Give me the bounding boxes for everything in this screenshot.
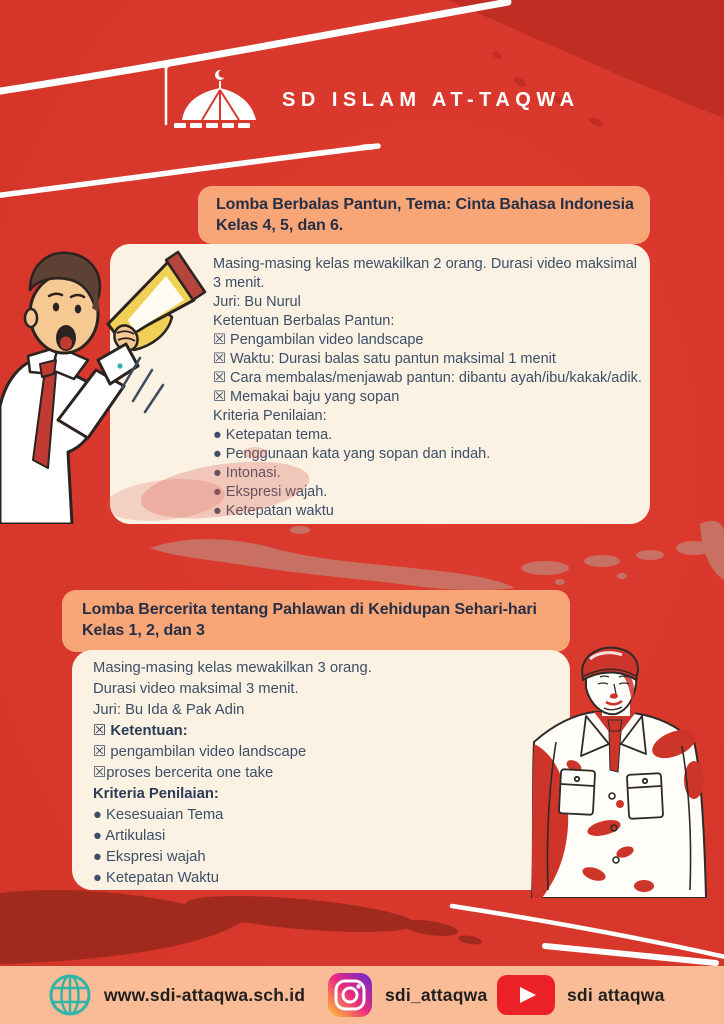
detail-line: Kriteria Penilaian: [213,408,327,424]
card2-title-line2: Kelas 1, 2, dan 3 [82,622,205,639]
detail-line: ☒ Cara membalas/menjawab pantun: dibantu ayah/ibu/kakak/adik. [213,370,642,386]
hero-soldier-illustration [524,646,714,898]
globe-icon [48,973,92,1017]
footer-youtube [497,966,665,1024]
detail-line: ● Intonasi. [213,465,281,481]
card1-title-banner [198,186,650,244]
man-head [25,253,100,353]
card2-title-line1: Lomba Bercerita tentang Pahlawan di Kehidupan Sehari-hari [82,601,537,618]
card2-title-banner [62,590,570,652]
detail-line: Masing-masing kelas mewakilkan 3 orang. [93,660,372,676]
youtube-handle: sdi attaqwa [567,984,665,1005]
detail-line: ☒ Memakai baju yang sopan [213,389,400,405]
brush-streaks-bottom-right [452,906,724,963]
detail-line: ☒ Pengambilan video landscape [213,332,424,348]
detail-line: ● Ketepatan Waktu [93,870,220,886]
detail-line: ● Artikulasi [93,828,166,844]
footer-website [48,966,305,1024]
detail-line: ☒ Waktu: Durasi balas satu pantun maksimal 1 menit [213,351,556,367]
man-with-megaphone-illustration [0,238,330,524]
card2-details [72,650,570,890]
contact-footer [0,966,724,1024]
detail-line: ☒ Ketentuan: [93,723,188,739]
card1-title-line1: Lomba Berbalas Pantun, Tema: Cinta Bahasa Indonesia [216,196,634,213]
mosque-icon [146,62,264,132]
detail-line: ● Ekspresi wajah [93,849,206,865]
card1-intro-paragraph: Masing-masing kelas mewakilkan 2 orang. Durasi video maksimal 3 menit. [213,256,637,291]
detail-line: ● Penggunaan kata yang sopan dan indah. [213,446,491,462]
detail-line: ☒proses bercerita one take [93,765,274,781]
detail-line: ● Ekspresi wajah. [213,484,328,500]
brush-splash-bottom-left [0,889,483,964]
indonesia-map-silhouette [150,521,724,590]
detail-line: ● Kesesuaian Tema [93,807,224,823]
detail-line: Durasi video maksimal 3 menit. [93,681,299,697]
detail-line: ● Ketepatan waktu [213,503,334,519]
detail-line: Ketentuan Berbalas Pantun: [213,313,395,329]
detail-line: Juri: Bu Ida & Pak Adin [93,702,245,718]
youtube-icon [497,975,555,1015]
card1-title-line2: Kelas 4, 5, dan 6. [216,217,344,234]
detail-line: Juri: Bu Nurul [213,294,301,310]
detail-line: ● Ketepatan tema. [213,427,333,443]
website-url: www.sdi-attaqwa.sch.id [104,984,306,1005]
detail-line: Kriteria Penilaian: [93,786,219,802]
school-name: SD ISLAM AT-TAQWA [282,89,580,111]
card2-line-list [93,658,562,889]
footer-instagram [327,966,487,1024]
instagram-icon [327,972,373,1018]
instagram-handle: sdi_attaqwa [385,984,488,1005]
detail-line: ☒ pengambilan video landscape [93,744,307,760]
